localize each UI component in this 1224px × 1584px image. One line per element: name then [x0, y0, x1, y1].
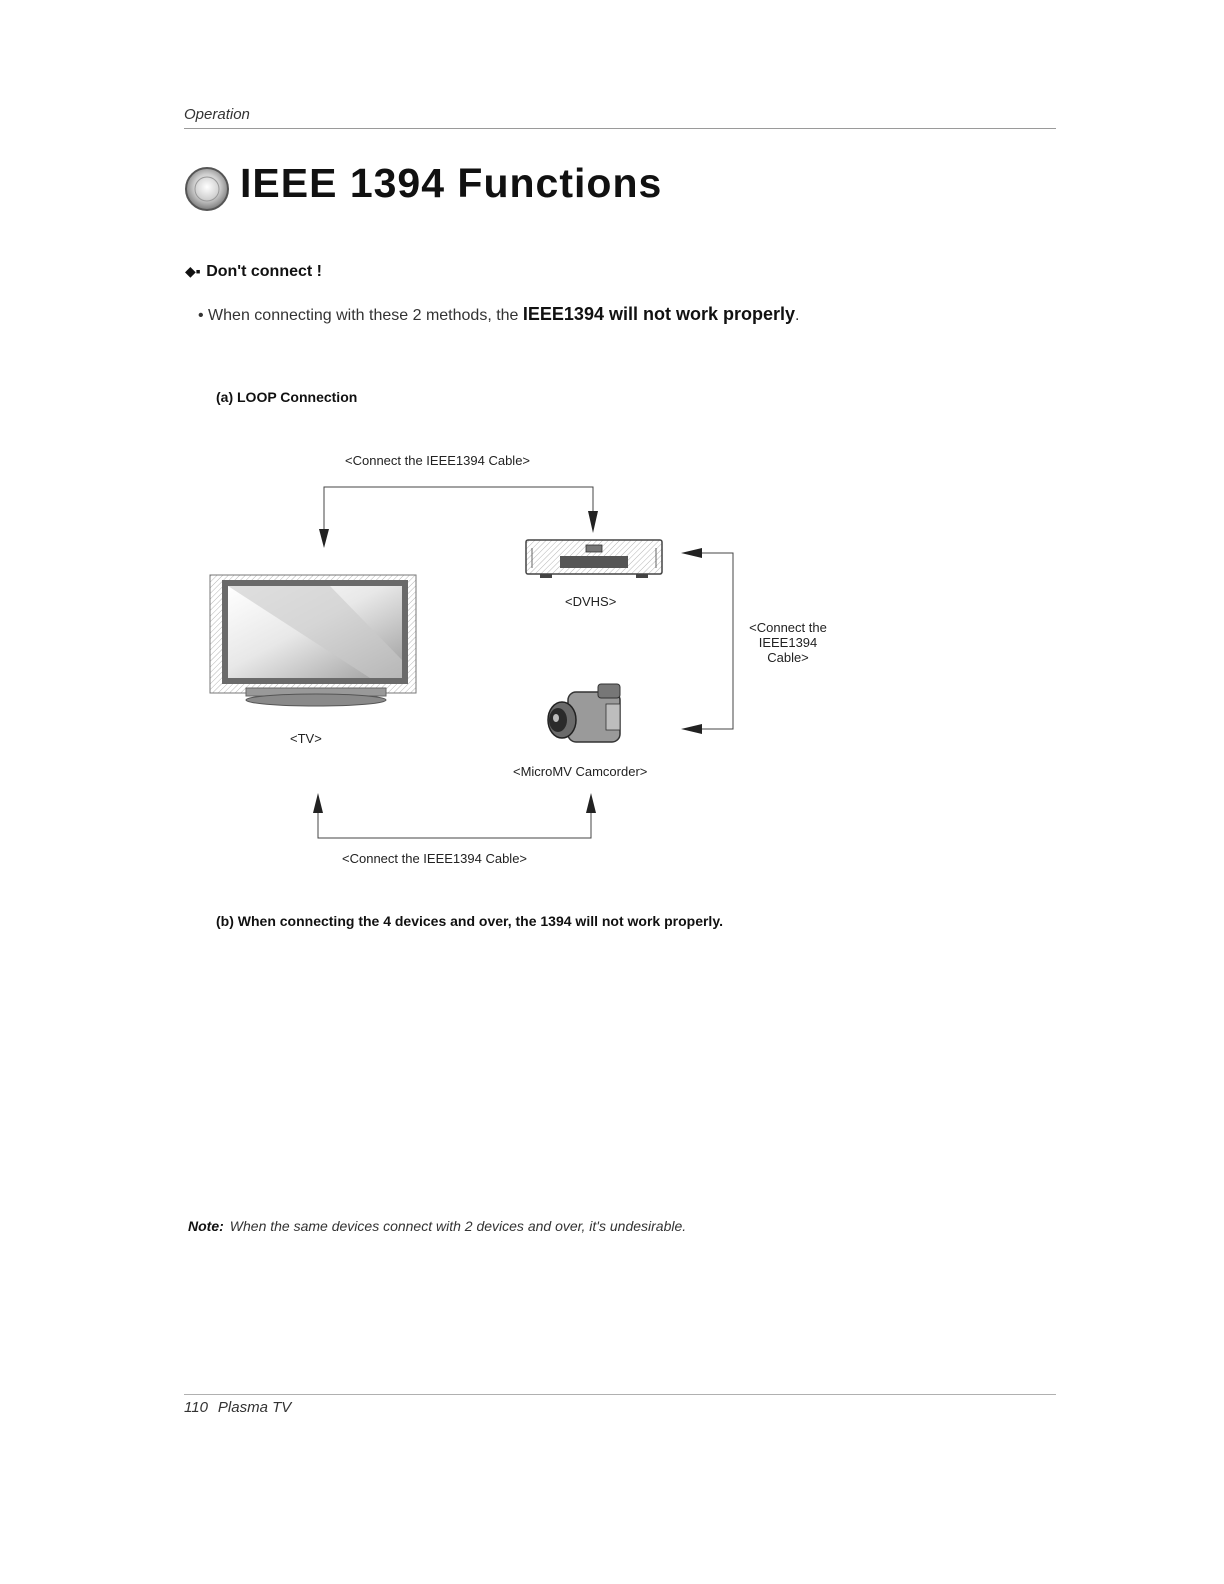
bottom-cable-label: <Connect the IEEE1394 Cable> — [342, 851, 528, 866]
case-b-heading: (b) When connecting the 4 devices and over, the 1394 will not work properly. — [216, 913, 723, 929]
camcorder-illustration — [548, 684, 620, 742]
arrow-up-camcorder-icon — [586, 793, 596, 813]
warning-text-strong: IEEE1394 will not work properly — [522, 304, 795, 324]
product-name: Plasma TV — [217, 1399, 292, 1416]
top-cable-label: <Connect the IEEE1394 Cable> — [345, 453, 531, 468]
side-cable-label: <Connect the IEEE1394 Cable> — [749, 620, 827, 665]
camcorder-label: <MicroMV Camcorder> — [513, 764, 648, 779]
arrow-left-camcorder-icon — [681, 724, 702, 734]
page-title: IEEE 1394 Functions — [240, 160, 663, 206]
page-number: 110 — [184, 1399, 208, 1416]
diamond-bullet-icon: ◆▪ — [185, 263, 201, 279]
tv-label: <TV> — [290, 731, 322, 746]
footer-rule — [184, 1394, 1056, 1395]
footer — [184, 1399, 291, 1416]
top-cable-line — [324, 487, 593, 530]
arrow-left-dvhs-icon — [681, 548, 702, 558]
case-a-heading: (a) LOOP Connection — [216, 389, 358, 405]
dvhs-label: <DVHS> — [565, 594, 617, 609]
arrow-down-dvhs-icon — [588, 511, 598, 533]
arrow-up-tv-icon — [313, 793, 323, 813]
note — [188, 1218, 686, 1234]
side-cable-line — [700, 553, 733, 729]
section-label: Operation — [184, 106, 250, 123]
warning-text-suffix: . — [795, 307, 800, 324]
note-text: When the same devices connect with 2 devices and over, it's undesirable. — [229, 1218, 687, 1234]
tv-illustration — [210, 575, 416, 706]
note-label: Note: — [188, 1218, 224, 1234]
warning-text-prefix: • When connecting with these 2 methods, the — [198, 307, 519, 324]
bottom-cable-line — [318, 812, 591, 838]
dvhs-illustration — [526, 540, 662, 578]
arrow-down-tv-icon — [319, 529, 329, 548]
warning-heading-text: Don't connect ! — [206, 263, 322, 280]
